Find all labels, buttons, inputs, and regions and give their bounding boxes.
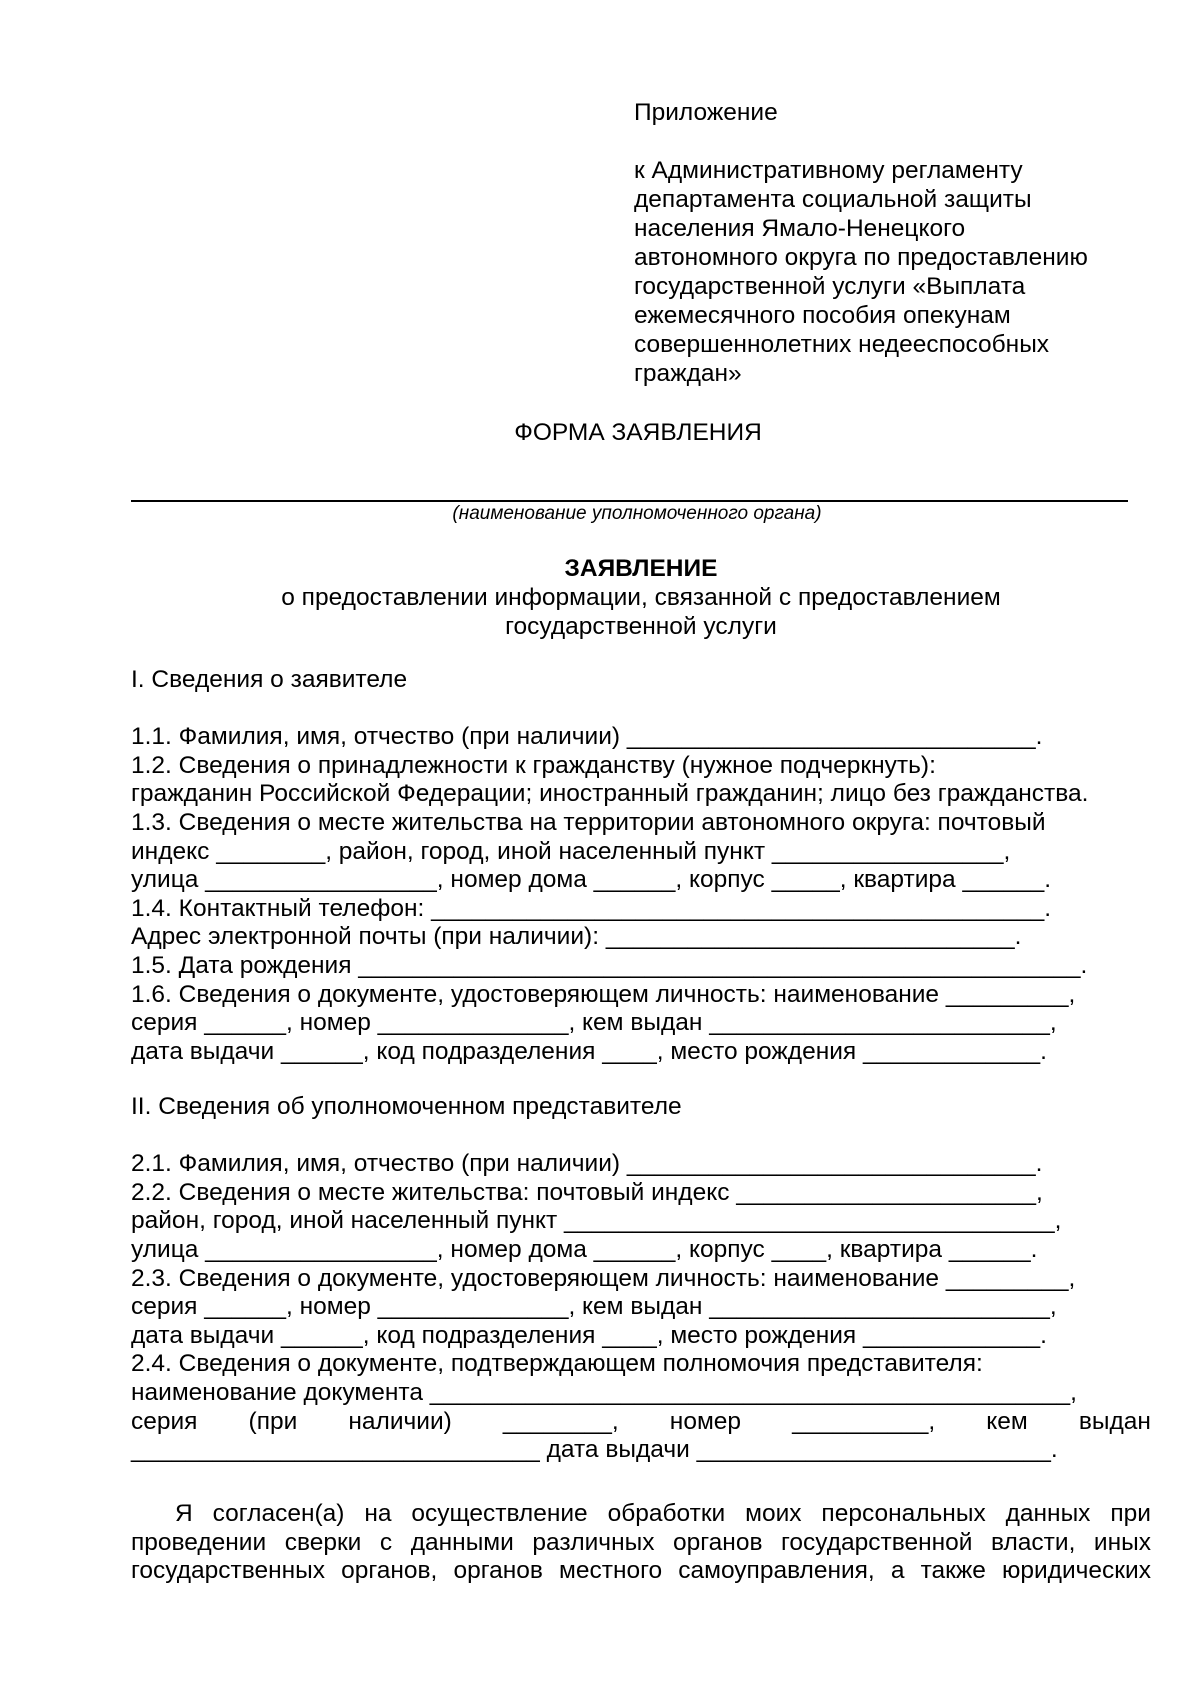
spread-word: кем: [986, 1407, 1028, 1435]
consent-word: государственных: [131, 1557, 326, 1585]
appendix-line-4: автономного округа по предоставлению: [634, 244, 1088, 271]
consent-paragraph: [131, 1500, 1151, 1586]
spread-word: серия: [131, 1407, 198, 1435]
appendix-line-8: граждан»: [634, 360, 742, 387]
section-2-issue-date-line: ______________________________ дата выдачи __________________________.: [131, 1436, 1058, 1464]
consent-word: власти,: [991, 1528, 1076, 1556]
appendix-line-6: ежемесячного пособия опекунам: [634, 302, 1011, 329]
spread-word: ________,: [502, 1407, 619, 1435]
section-1-field-line-4: 1.3. Сведения о месте жительства на территории автономного округа: почтовый: [131, 808, 1046, 836]
form-title: ФОРМА ЗАЯВЛЕНИЯ: [514, 419, 762, 446]
appendix-line-5: государственной услуги «Выплата: [634, 273, 1026, 300]
section-2-representative-doc-line: [131, 1408, 1151, 1437]
application-subtitle-line-1: о предоставлении информации, связанной с предоставлением: [281, 584, 1001, 611]
application-title: ЗАЯВЛЕНИЕ: [564, 555, 718, 582]
appendix-title: Приложение: [634, 99, 778, 126]
section-2: [131, 1093, 1151, 1465]
section-1-field-line-6: улица _________________, номер дома ______, корпус _____, квартира ______.: [131, 866, 1052, 894]
consent-word: при: [1110, 1500, 1151, 1527]
section-2-field-line-6: серия ______, номер ______________, кем выдан _________________________,: [131, 1293, 1057, 1321]
consent-line-1: [131, 1500, 1151, 1529]
application-heading: [131, 554, 1151, 641]
section-1-field-line-7: 1.4. Контактный телефон: _____________________________________________.: [131, 894, 1052, 922]
section-1-field-line-12: дата выдачи ______, код подразделения ____, место рождения _____________.: [131, 1037, 1047, 1065]
consent-word: государственной: [781, 1528, 973, 1556]
consent-word: согласен(а): [212, 1500, 345, 1527]
section-2-field-line-5: 2.3. Сведения о документе, удостоверяющем личность: наименование _________,: [131, 1264, 1076, 1292]
appendix-lines: [634, 156, 1154, 388]
consent-word: также: [920, 1557, 986, 1585]
consent-word: данных: [1005, 1500, 1091, 1527]
section-2-field-line-2: 2.2. Сведения о месте жительства: почтовый индекс ______________________,: [131, 1178, 1043, 1206]
section-2-field-line-8: 2.4. Сведения о документе, подтверждающем полномочия представителя:: [131, 1350, 983, 1378]
section-1-field-line-5: индекс ________, район, город, иной населенный пункт _________________,: [131, 837, 1011, 865]
consent-word: а: [890, 1557, 905, 1585]
consent-word: сверки: [284, 1528, 362, 1556]
consent-line-2: [131, 1529, 1151, 1558]
section-2-field-line-3: район, город, иной населенный пункт ____________________________________,: [131, 1207, 1062, 1235]
consent-word: с: [379, 1528, 393, 1556]
consent-word: самоуправления,: [678, 1557, 875, 1585]
consent-word: обработки: [607, 1500, 726, 1527]
consent-word: на: [364, 1500, 392, 1527]
spread-word: (при: [248, 1407, 298, 1435]
spread-word: __________,: [792, 1407, 936, 1435]
section-2-title: II. Сведения об уполномоченном представителе: [131, 1093, 682, 1120]
spread-word: наличии): [348, 1407, 452, 1435]
section-1-field-line-2: 1.2. Сведения о принадлежности к гражданству (нужное подчеркнуть):: [131, 751, 936, 779]
spread-word: номер: [669, 1407, 742, 1435]
consent-line-3: [131, 1557, 1151, 1586]
consent-word: проведении: [131, 1528, 267, 1556]
section-1-title: I. Сведения о заявителе: [131, 666, 408, 693]
consent-word: моих: [745, 1500, 802, 1527]
appendix-line-2: департамента социальной защиты: [634, 186, 1032, 213]
organization-name-field[interactable]: [131, 500, 1128, 502]
spread-word: выдан: [1078, 1407, 1151, 1435]
consent-word: осуществление: [411, 1500, 588, 1527]
section-1-field-line-3: гражданин Российской Федерации; иностранный гражданин; лицо без гражданства.: [131, 780, 1089, 808]
consent-word: персональных: [821, 1500, 986, 1527]
application-subtitle-line-2: государственной услуги: [505, 613, 777, 640]
organization-caption: (наименование уполномоченного органа): [452, 503, 822, 524]
section-1-field-line-8: Адрес электронной почты (при наличии): ______________________________.: [131, 923, 1022, 951]
section-2-field-line-4: улица _________________, номер дома ______, корпус ____, квартира ______.: [131, 1235, 1038, 1263]
consent-word: органов: [453, 1557, 543, 1585]
consent-word: Я: [175, 1500, 193, 1527]
consent-word: различных: [532, 1528, 655, 1556]
appendix-line-1: к Административному регламенту: [634, 157, 1023, 184]
section-1-fields: [131, 723, 1151, 1066]
consent-word: местного: [559, 1557, 663, 1585]
section-1-field-line-10: 1.6. Сведения о документе, удостоверяющем личность: наименование _________,: [131, 980, 1076, 1008]
consent-word: иных: [1093, 1528, 1151, 1556]
appendix-line-3: населения Ямало-Ненецкого: [634, 215, 966, 242]
section-2-field-line-1: 2.1. Фамилия, имя, отчество (при наличии) ______________________________.: [131, 1150, 1043, 1178]
section-1: [131, 666, 1151, 1066]
consent-word: юридических: [1001, 1557, 1151, 1585]
appendix-block: [634, 98, 1154, 388]
section-1-field-line-11: серия ______, номер ______________, кем выдан _________________________,: [131, 1009, 1057, 1037]
section-2-field-line-9: наименование документа _______________________________________________,: [131, 1378, 1077, 1406]
consent-word: органов: [673, 1528, 763, 1556]
appendix-line-7: совершеннолетних недееспособных: [634, 331, 1050, 358]
section-1-field-line-9: 1.5. Дата рождения _____________________________________________________.: [131, 951, 1088, 979]
section-2-fields: [131, 1150, 1151, 1407]
section-2-field-line-7: дата выдачи ______, код подразделения ____, место рождения _____________.: [131, 1321, 1047, 1349]
section-1-field-line-1: 1.1. Фамилия, имя, отчество (при наличии) ______________________________.: [131, 723, 1043, 751]
consent-word: органов,: [341, 1557, 438, 1585]
consent-word: данными: [410, 1528, 514, 1556]
